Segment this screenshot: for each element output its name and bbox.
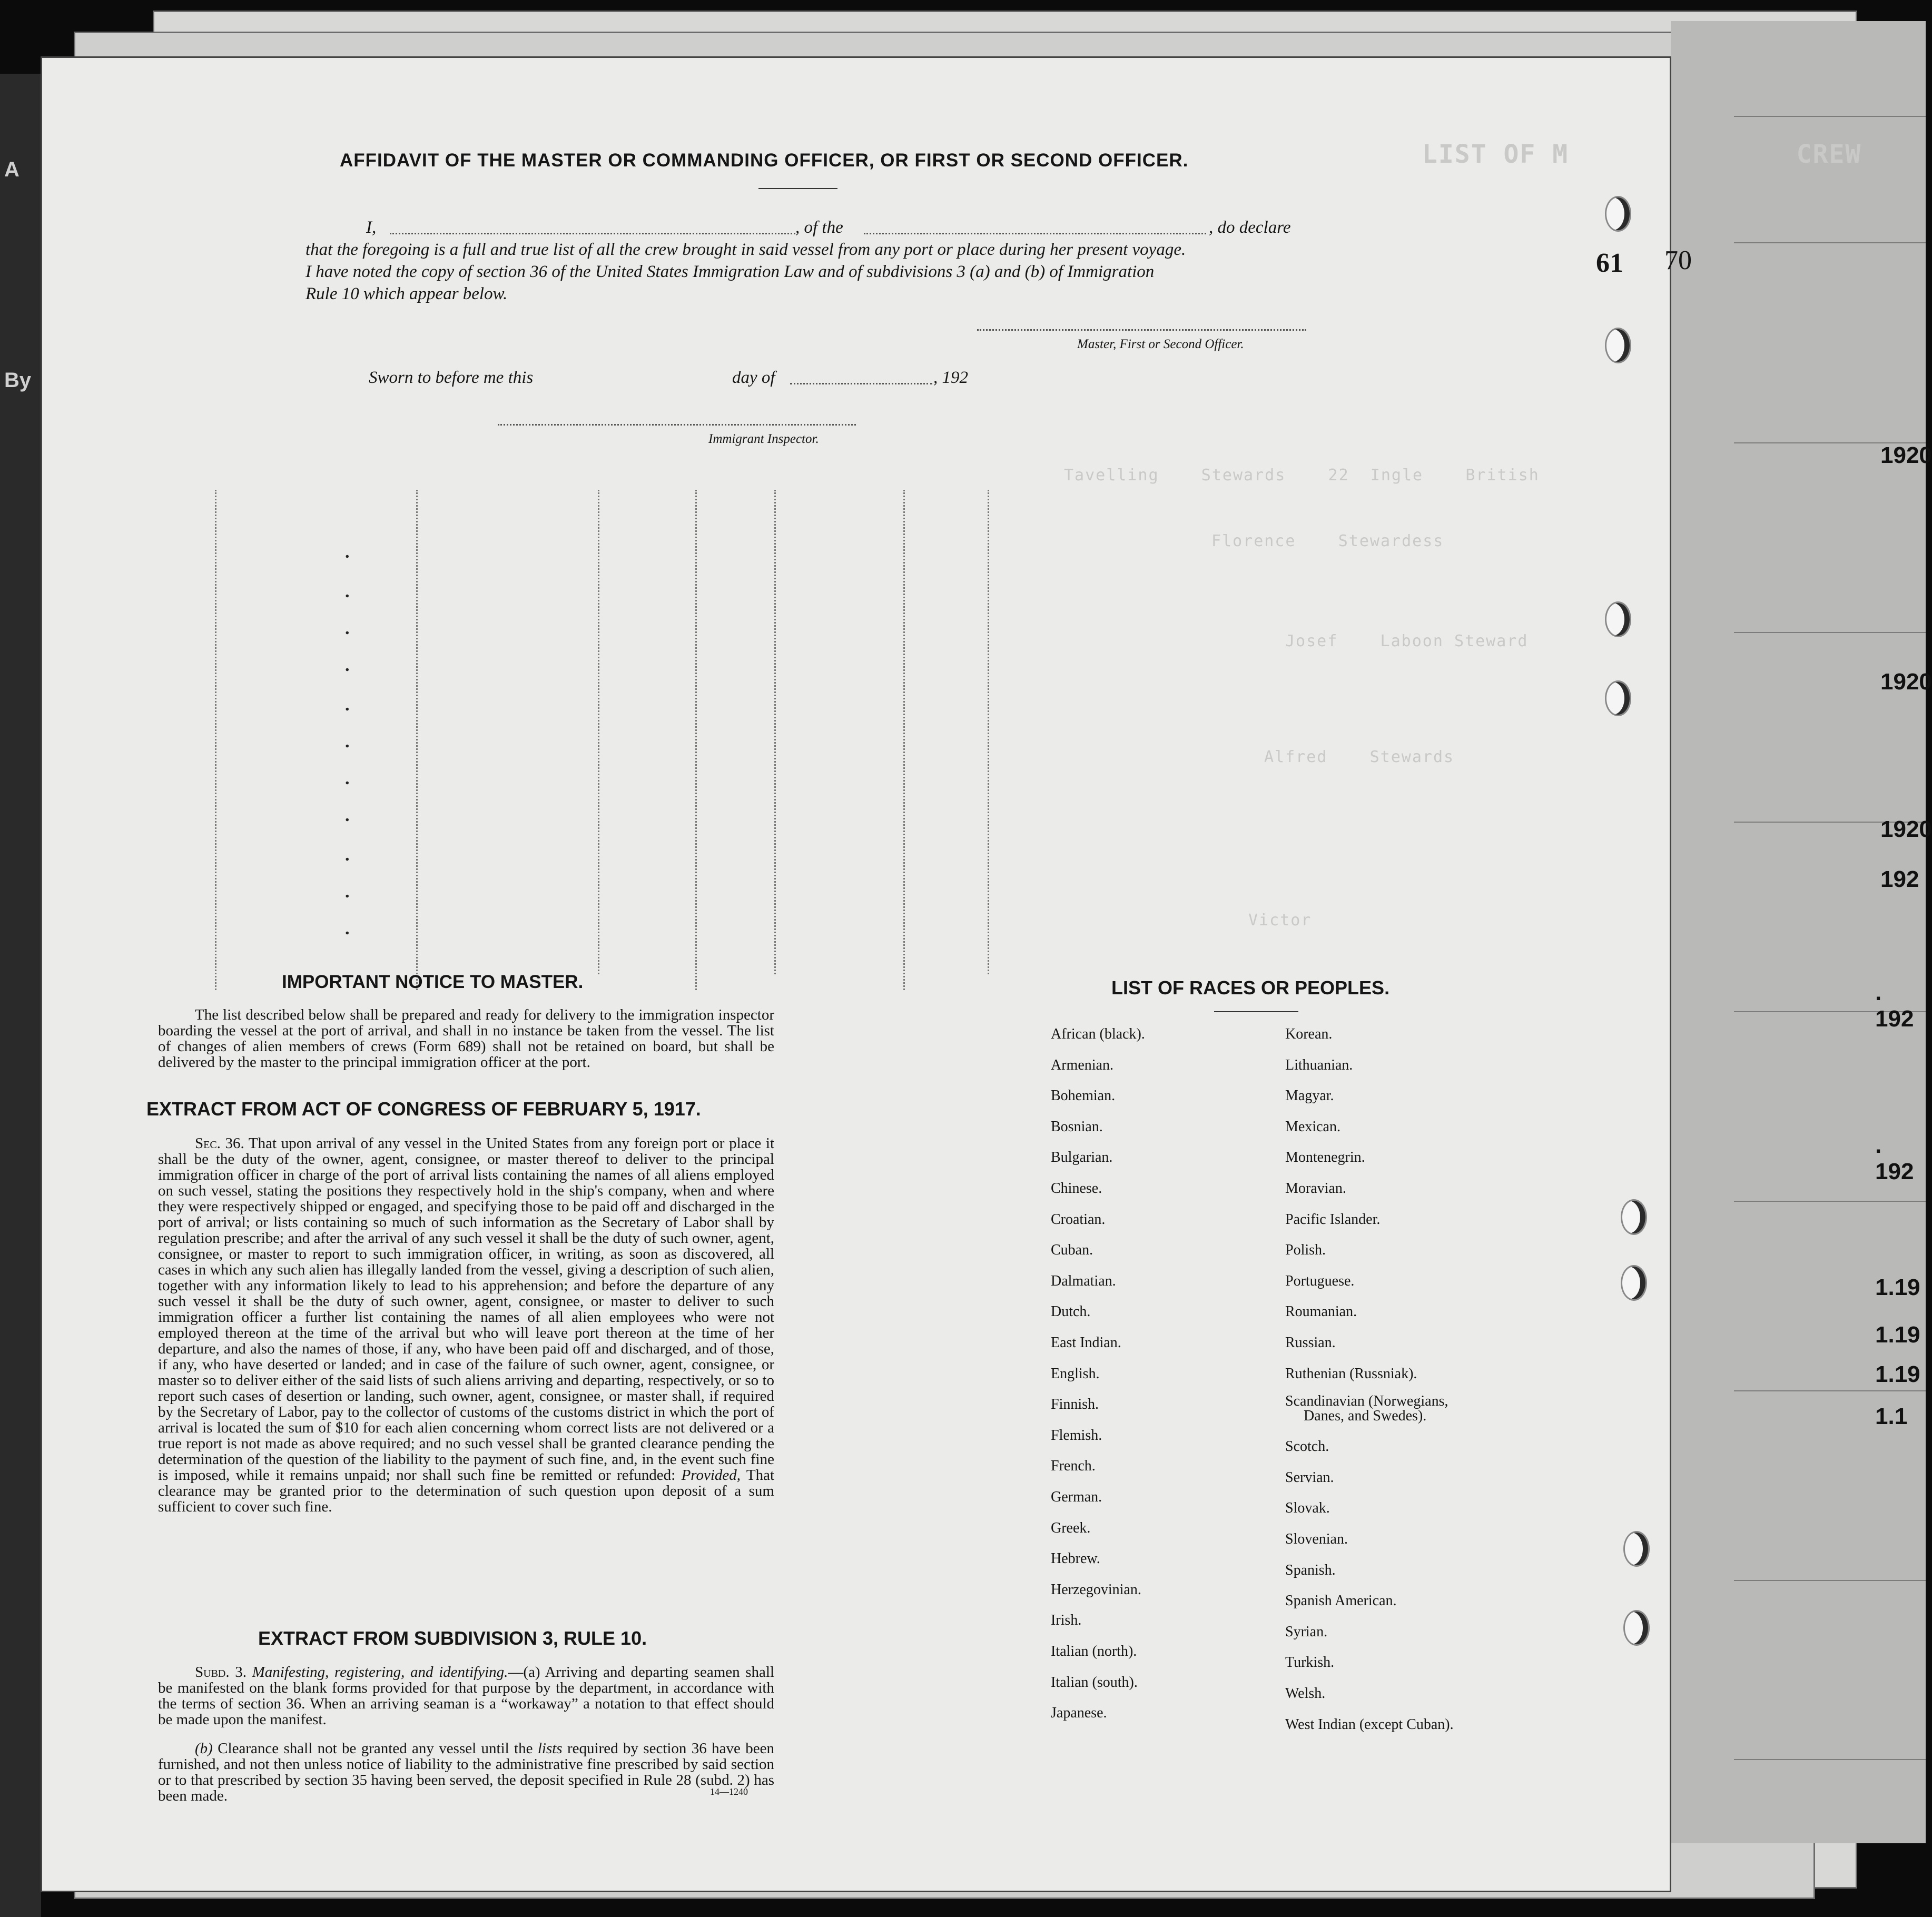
stub-number: 70 xyxy=(1664,245,1692,275)
race-item: Dutch. xyxy=(1051,1303,1091,1320)
races-title: LIST OF RACES OR PEOPLES. xyxy=(1111,977,1390,999)
affidavit-i: I, xyxy=(366,218,377,237)
notice-title: IMPORTANT NOTICE TO MASTER. xyxy=(282,972,584,992)
races-underline xyxy=(1214,1011,1298,1012)
stub-year: 1920 xyxy=(1880,669,1932,695)
section-36-body-end: That clearance may be granted prior to the determination of such question upon deposit of a sum sufficient to cover such fine. xyxy=(158,1467,775,1515)
section-label: Sec. 36. xyxy=(195,1135,244,1152)
race-item: Scandinavian (Norwegians, xyxy=(1285,1392,1448,1409)
race-item: Polish. xyxy=(1285,1242,1326,1259)
row-mark: . xyxy=(345,582,350,601)
right-sheet-stack xyxy=(1671,21,1926,1843)
race-item: Moravian. xyxy=(1285,1180,1346,1197)
race-item: Spanish. xyxy=(1285,1562,1336,1578)
column-rule xyxy=(416,490,418,990)
sworn-day-of: day of xyxy=(732,368,775,387)
clearance-text xyxy=(158,1741,774,1804)
stub-year: 1.19 xyxy=(1875,1361,1920,1387)
column-rule xyxy=(774,490,776,974)
stub-year: 192 xyxy=(1880,866,1919,892)
bleed-through-text: LIST OF M CREW xyxy=(1422,140,1862,169)
race-item: Russian. xyxy=(1285,1335,1336,1351)
form-code: 14—1240 xyxy=(710,1786,748,1797)
column-rule xyxy=(988,490,989,974)
race-item: Roumanian. xyxy=(1285,1303,1357,1320)
row-mark: . xyxy=(345,619,350,638)
subdivision-body: —(a) Arriving and departing seamen shall be manifested on the blank forms provided for that purpose by the department, in accordance with the terms of section 36. When an arriving seaman is a “workaway” a notation to that effect should be made upon the manifest. xyxy=(158,1664,774,1728)
vessel-blank xyxy=(864,233,1206,234)
row-mark: . xyxy=(345,695,350,715)
punch-hole xyxy=(1625,1533,1648,1565)
race-item: Dalmatian. xyxy=(1051,1272,1116,1289)
race-item: Pacific Islander. xyxy=(1285,1211,1381,1228)
race-item: Bosnian. xyxy=(1051,1118,1103,1135)
sworn-year: , 192 xyxy=(933,368,968,387)
row-mark: . xyxy=(345,845,350,865)
row-mark: . xyxy=(345,919,350,938)
punch-hole xyxy=(1606,329,1630,362)
column-rule xyxy=(903,490,905,990)
page-number: 61 xyxy=(1596,248,1623,278)
race-item: Slovak. xyxy=(1285,1500,1330,1517)
affidavit-line-4: Rule 10 which appear below. xyxy=(305,284,508,303)
race-item: Mexican. xyxy=(1285,1118,1340,1135)
race-item: Ruthenian (Russniak). xyxy=(1285,1365,1417,1382)
extract-subdivision-title: EXTRACT FROM SUBDIVISION 3, RULE 10. xyxy=(258,1627,647,1649)
title-underline xyxy=(758,188,837,189)
stub-year: . 192 xyxy=(1875,1132,1914,1184)
row-mark: . xyxy=(345,542,350,562)
row-mark: . xyxy=(345,806,350,825)
provided-word: Provided, xyxy=(681,1467,741,1484)
race-item: Herzegovinian. xyxy=(1051,1581,1141,1598)
inspector-blank xyxy=(498,424,856,426)
race-item: Flemish. xyxy=(1051,1427,1102,1444)
race-item: Slovenian. xyxy=(1285,1531,1348,1547)
race-item: Spanish American. xyxy=(1285,1593,1397,1609)
inspector-label: Immigrant Inspector. xyxy=(708,432,819,446)
race-item: Cuban. xyxy=(1051,1242,1093,1259)
extract-act-title: EXTRACT FROM ACT OF CONGRESS OF FEBRUARY 5, 1917. xyxy=(146,1098,701,1120)
bleed-through-text: Tavelling Stewards 22 Ingle British xyxy=(1064,466,1540,485)
race-item: Magyar. xyxy=(1285,1088,1334,1104)
race-item: Servian. xyxy=(1285,1469,1334,1486)
race-item: Scotch. xyxy=(1285,1438,1329,1455)
affidavit-title: AFFIDAVIT OF THE MASTER OR COMMANDING OFFICER, OR FIRST OR SECOND OFFICER. xyxy=(340,150,1189,171)
stub-year: 1920 xyxy=(1880,816,1932,842)
row-mark: . xyxy=(345,656,350,675)
race-item: Danes, and Swedes). xyxy=(1304,1407,1427,1424)
race-item: Lithuanian. xyxy=(1285,1056,1353,1073)
lists-word: lists xyxy=(537,1740,563,1757)
subdivision-label: Subd. 3. xyxy=(195,1664,247,1681)
punch-hole xyxy=(1606,197,1630,230)
race-item: Italian (north). xyxy=(1051,1643,1137,1659)
subdivision-3-text xyxy=(158,1664,774,1727)
left-sheet-edge: A By xyxy=(0,74,41,1917)
race-item: Bulgarian. xyxy=(1051,1149,1113,1166)
clause-b-label: (b) xyxy=(195,1740,213,1757)
race-item: English. xyxy=(1051,1365,1100,1382)
date-blank xyxy=(790,383,932,384)
affidavit-of-the: , of the xyxy=(795,218,843,237)
bleed-through-text: Florence Stewardess xyxy=(1211,532,1444,550)
race-item: Turkish. xyxy=(1285,1654,1335,1671)
affidavit-declare: , do declare xyxy=(1209,218,1291,237)
row-mark: . xyxy=(345,769,350,788)
stub-year: 1.19 xyxy=(1875,1322,1920,1348)
punch-hole xyxy=(1622,1267,1645,1299)
sworn-prefix: Sworn to before me this xyxy=(369,368,534,387)
race-item: French. xyxy=(1051,1458,1096,1475)
race-item: Portuguese. xyxy=(1285,1272,1355,1289)
affidavit-line-3: I have noted the copy of section 36 of the United States Immigration Law and of subdivisions 3 (a) and (b) of Immigration xyxy=(305,262,1155,281)
section-36-text xyxy=(158,1135,774,1515)
race-item: Croatian. xyxy=(1051,1211,1106,1228)
punch-hole xyxy=(1606,682,1630,715)
race-item: Korean. xyxy=(1285,1026,1333,1042)
race-item: German. xyxy=(1051,1489,1102,1505)
affidavit-line-2: that the foregoing is a full and true list of all the crew brought in said vessel from any port or place during her present voyage. xyxy=(305,240,1186,259)
name-blank xyxy=(390,233,795,234)
stub-year: 1920 xyxy=(1880,442,1932,468)
clearance-body-2: required by section 36 have been furnished, and not then unless notice of liability to the administrative fine prescribed by said section or to that prescribed by section 35 having been served, the deposit specified in Rule 28 (subd. 2) has been made. xyxy=(158,1740,774,1804)
stub-year: 1.19 xyxy=(1875,1274,1920,1300)
bleed-through-text: Josef Laboon Steward xyxy=(1285,632,1529,650)
race-item: Japanese. xyxy=(1051,1705,1107,1722)
race-item: Italian (south). xyxy=(1051,1674,1138,1691)
race-item: Finnish. xyxy=(1051,1396,1099,1413)
bleed-through-text: Alfred Stewards xyxy=(1264,748,1455,766)
stub-year: 1.1 xyxy=(1875,1404,1908,1429)
section-36-body: That upon arrival of any vessel in the United States from any foreign port or place it shall be the duty of the owner, agent, consignee, or master thereof to deliver to the principal immigration officer in charge of the port of arrival lists containing the names of all aliens employed on such vessel, stating the positions they respectively hold in the ship's company, when and where they were respectively shipped or engaged, and specifying those to be paid off and discharged in the port of arrival; or lists containing so much of such information as the Secretary of Labor shall by regulation prescribe; and after the arrival of any such vessel it shall be the duty of such owner, agent, consignee, or master to report to such immigration officer, in writing, as soon as discovered, all cases in which any such alien has illegally landed from the vessel, giving a description of such alien, together with any information likely to lead to his apprehension; and before the departure of any such vessel it shall be the duty of such owner, agent, consignee, or master to deliver to such immigration officer a further list containing the names of all alien employees who were not employed thereon at the time of the arrival but who will leave port thereon at the time of her departure, and also the names of those, if any, who have been paid off and discharged, and of those, if any, who have deserted or landed; and in case of the failure of such owner, agent, consignee, or master so to deliver either of the said lists of such aliens arriving and departing, respectively, or so to report such cases of desertion or landing, such owner, agent, consignee, or master shall, if required by the Secretary of Labor, pay to the collector of customs of the customs district in which the port of arrival is located the sum of $10 for each alien concerning whom correct lists are not delivered or a true report is not made as above required; and no such vessel shall be granted clearance pending the determination of the question of the liability to the payment of such fine, and, in the event such fine is imposed, while it remains unpaid; nor shall such fine be remitted or refunded: xyxy=(158,1135,774,1484)
clearance-body-1: Clearance shall not be granted any vessel until the xyxy=(218,1740,533,1757)
notice-body: The list described below shall be prepared and ready for delivery to the immigration inspector boarding the vessel at the port of arrival, and shall in no instance be taken from the vessel. The list of changes of alien members of crews (Form 689) shall not be retained on board, but shall be delivered by the master to the principal immigration officer at the port. xyxy=(158,1006,774,1071)
punch-hole xyxy=(1625,1612,1648,1644)
bleed-through-text: Victor xyxy=(1248,911,1312,930)
race-item: West Indian (except Cuban). xyxy=(1285,1716,1454,1733)
row-mark: . xyxy=(345,732,350,752)
race-item: Greek. xyxy=(1051,1519,1091,1536)
subdivision-heading: Manifesting, registering, and identifying. xyxy=(252,1664,508,1681)
race-item: Montenegrin. xyxy=(1285,1149,1365,1166)
race-item: African (black). xyxy=(1051,1026,1145,1042)
race-item: Irish. xyxy=(1051,1612,1082,1629)
stub-year: . 192 xyxy=(1875,980,1914,1032)
punch-hole xyxy=(1606,603,1630,636)
signature-blank xyxy=(977,329,1306,331)
race-item: Syrian. xyxy=(1285,1623,1328,1640)
punch-hole xyxy=(1622,1201,1645,1233)
race-item: Chinese. xyxy=(1051,1180,1102,1197)
row-mark: . xyxy=(345,882,350,902)
column-rule xyxy=(598,490,599,974)
signature-label: Master, First or Second Officer. xyxy=(1077,337,1244,351)
race-item: Hebrew. xyxy=(1051,1550,1100,1567)
race-item: Armenian. xyxy=(1051,1056,1113,1073)
race-item: East Indian. xyxy=(1051,1335,1121,1351)
race-item: Bohemian. xyxy=(1051,1088,1116,1104)
column-rule xyxy=(215,490,216,990)
column-rule xyxy=(695,490,697,990)
race-item: Welsh. xyxy=(1285,1685,1326,1702)
